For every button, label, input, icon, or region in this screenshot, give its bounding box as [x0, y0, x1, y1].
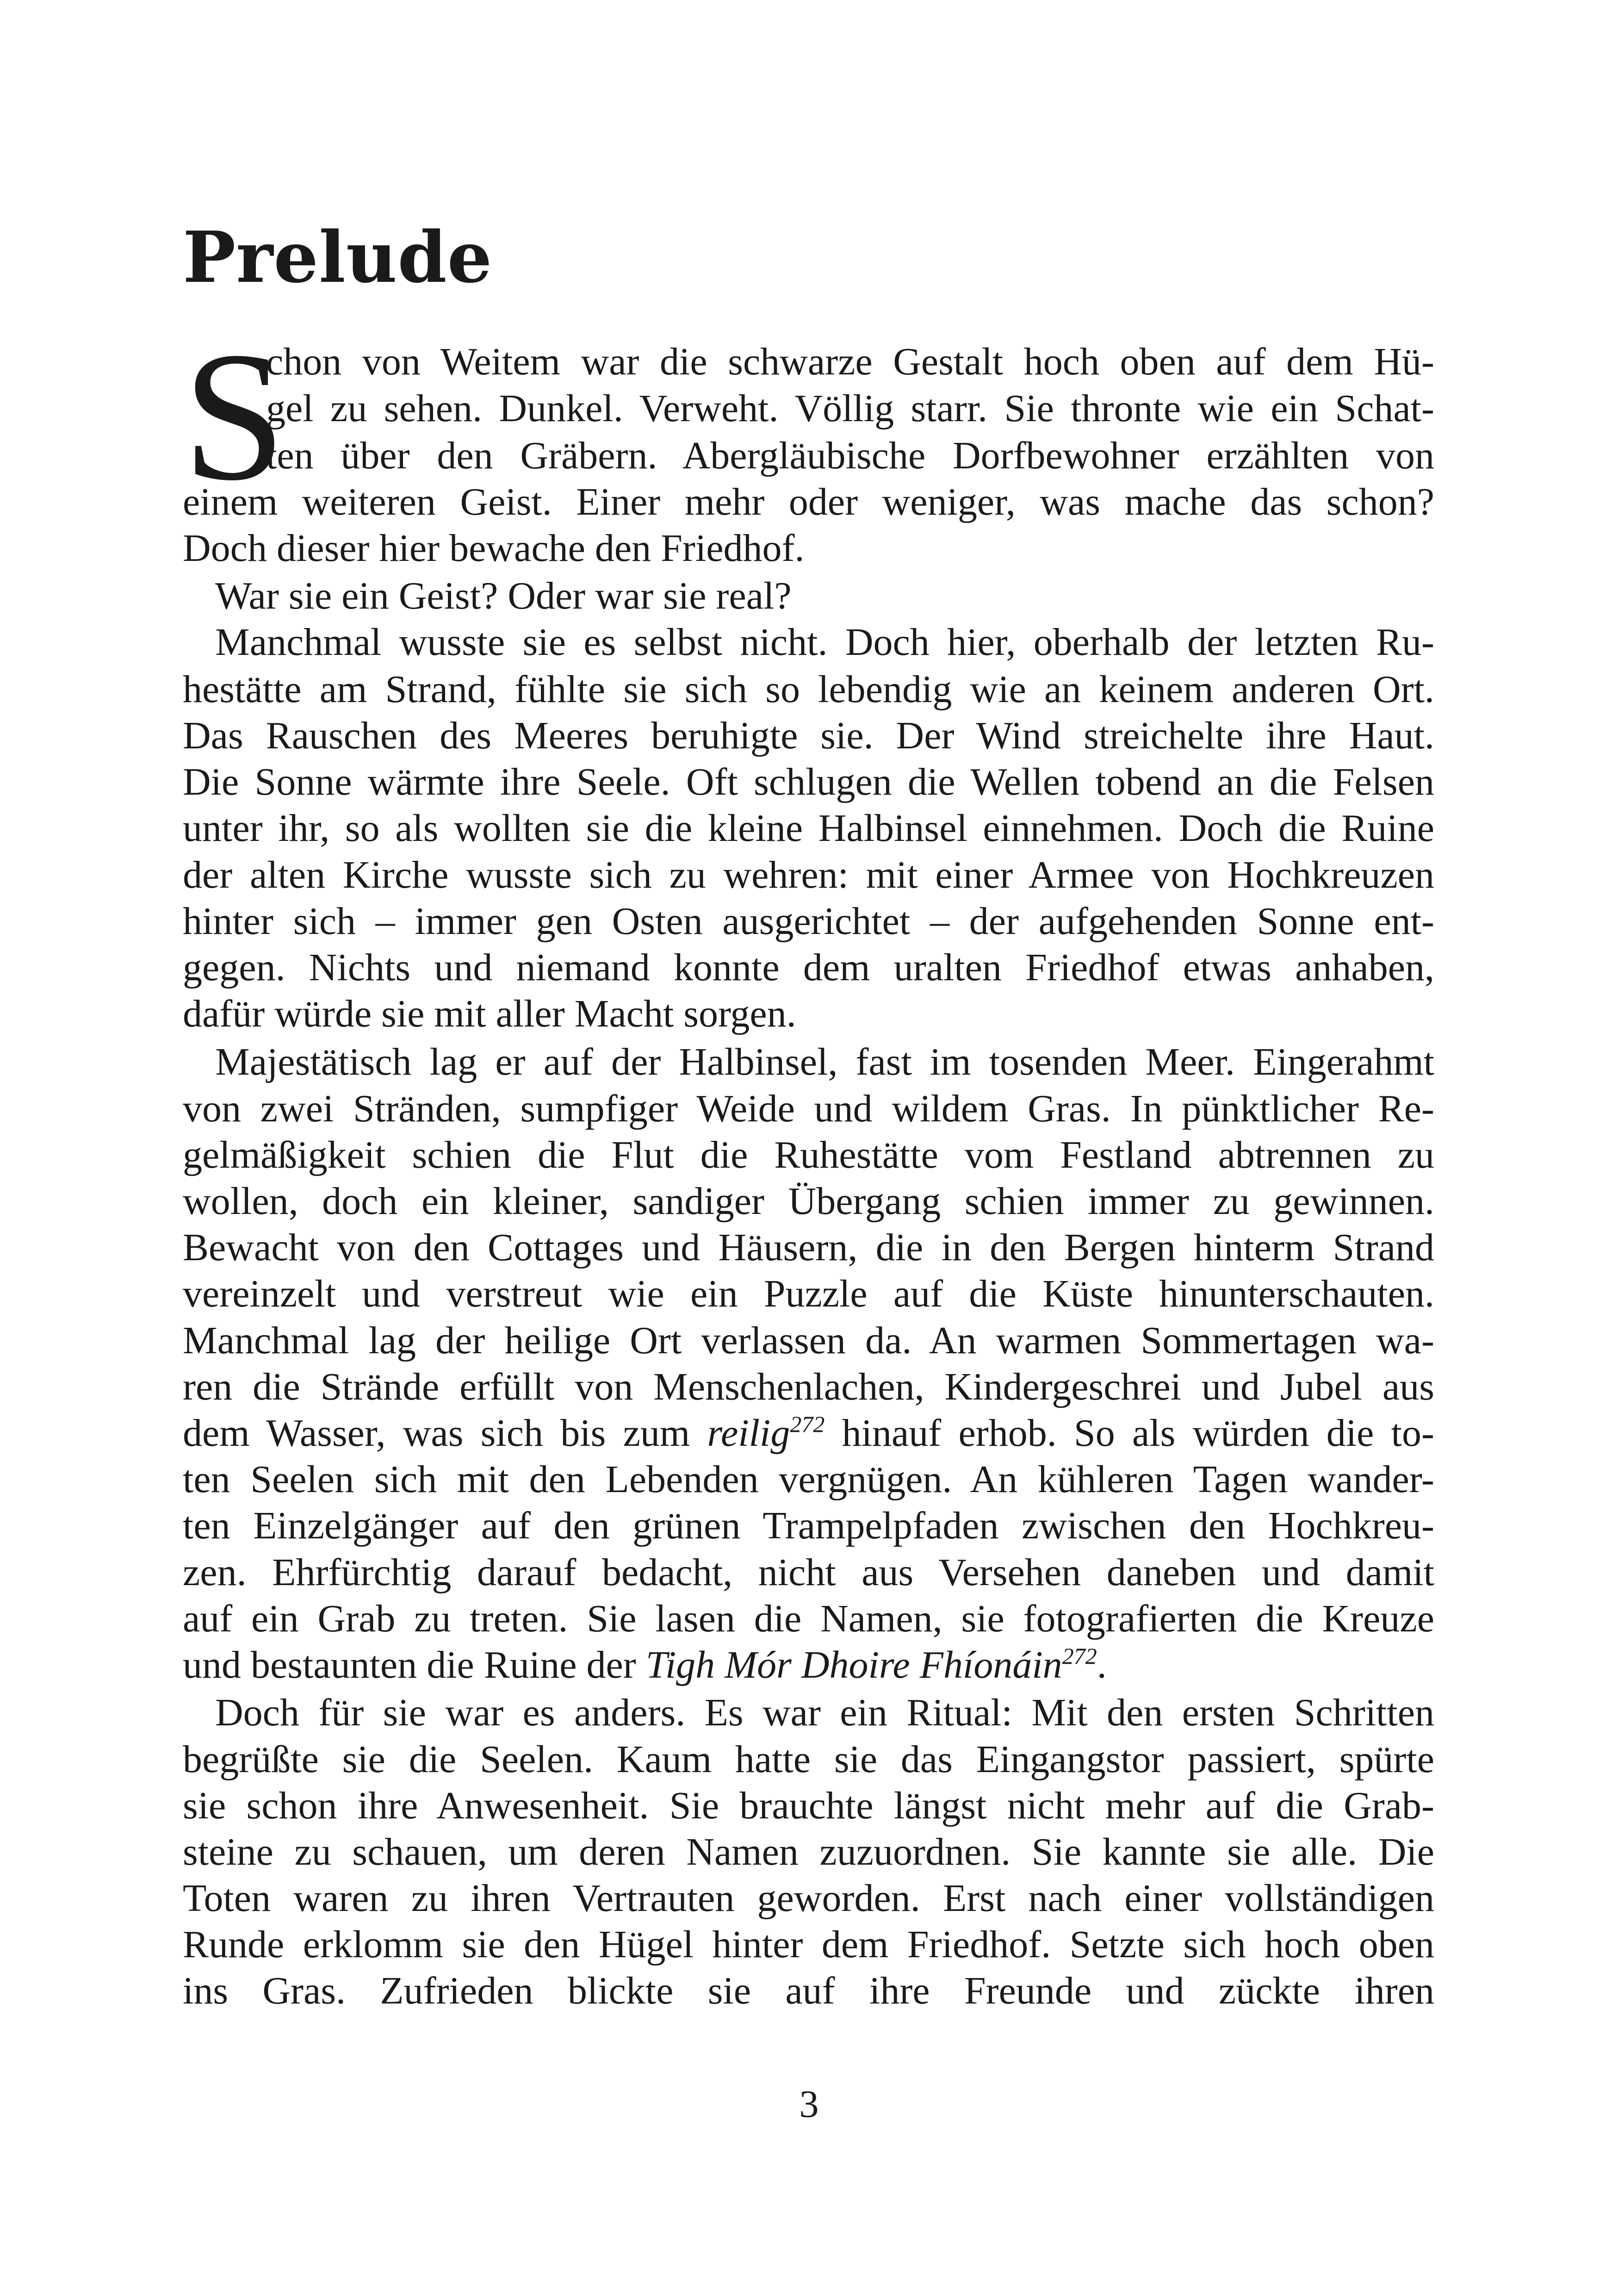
text-line: War sie ein Geist? Oder war sie real? — [215, 574, 792, 617]
text-line: sie schon ihre Anwesenheit. Sie brauchte längst nicht mehr auf die Grab- — [183, 1784, 1434, 1827]
text-line: hinter sich – immer gen Osten ausgerichtet – der aufgehenden Sonne ent- — [183, 900, 1434, 943]
text-line: Runde erklomm sie den Hügel hinter dem Friedhof. Setzte sich hoch oben — [183, 1923, 1434, 1966]
text-segment: hinauf erhob. So als würden die to- — [824, 1412, 1434, 1455]
text-line: ten über den Gräbern. Abergläubische Dorfbewohner erzählten von — [266, 434, 1434, 477]
text-line — [183, 1411, 1434, 1455]
text-line: einem weiteren Geist. Einer mehr oder weniger, was mache das schon? — [183, 480, 1434, 523]
chapter-title: Prelude — [183, 216, 493, 299]
text-line: ten Seelen sich mit den Lebenden vergnügen. An kühleren Tagen wander- — [183, 1458, 1434, 1501]
text-line: auf ein Grab zu treten. Sie lasen die Namen, sie fotografierten die Kreuze — [183, 1597, 1434, 1640]
text-line — [183, 1643, 1107, 1686]
text-line: Die Sonne wärmte ihre Seele. Oft schlugen die Wellen tobend an die Felsen — [183, 760, 1434, 803]
text-line: der alten Kirche wusste sich zu wehren: mit einer Armee von Hochkreuzen — [183, 853, 1434, 896]
page-number: 3 — [799, 2083, 819, 2126]
text-line: ten Einzelgänger auf den grünen Trampelpfaden zwischen den Hochkreu- — [183, 1504, 1434, 1547]
text-segment: dem Wasser, was sich bis zum — [183, 1412, 707, 1455]
text-line: gel zu sehen. Dunkel. Verweht. Völlig starr. Sie thronte wie ein Schat- — [266, 387, 1434, 430]
text-line: Manchmal wusste sie es selbst nicht. Doch hier, oberhalb der letzten Ru- — [215, 621, 1434, 664]
text-line: dafür würde sie mit aller Macht sorgen. — [183, 992, 796, 1035]
footnote-ref: 272 — [790, 1411, 825, 1437]
text-line: vereinzelt und verstreut wie ein Puzzle auf die Küste hinunterschauten. — [183, 1272, 1434, 1315]
footnote-ref: 272 — [1062, 1643, 1097, 1669]
text-line: steine zu schauen, um deren Namen zuzuordnen. Sie kannte sie alle. Die — [183, 1830, 1434, 1873]
text-line: zen. Ehrfürchtig darauf bedacht, nicht aus Versehen daneben und damit — [183, 1551, 1434, 1594]
text-line: ren die Strände erfüllt von Menschenlachen, Kindergeschrei und Jubel aus — [183, 1365, 1434, 1408]
text-line: von zwei Stränden, sumpfiger Weide und wildem Gras. In pünktlicher Re- — [183, 1087, 1434, 1130]
text-line: Bewacht von den Cottages und Häusern, die in den Bergen hinterm Strand — [183, 1226, 1434, 1269]
text-line: gelmäßigkeit schien die Flut die Ruhestätte vom Festland abtrennen zu — [183, 1133, 1434, 1176]
text-line: ins Gras. Zufrieden blickte sie auf ihre Freunde und zückte ihren — [183, 1969, 1434, 2012]
text-line: Manchmal lag der heilige Ort verlassen da. An warmen Sommertagen wa- — [183, 1319, 1434, 1362]
text-segment: und bestaunten die Ruine der — [183, 1643, 646, 1686]
text-line: begrüßte sie die Seelen. Kaum hatte sie das Eingangstor passiert, spürte — [183, 1738, 1434, 1781]
text-line: Doch dieser hier bewache den Friedhof. — [183, 527, 805, 570]
text-line: Das Rauschen des Meeres beruhigte sie. Der Wind streichelte ihre Haut. — [183, 714, 1434, 757]
text-line: Doch für sie war es anders. Es war ein Ritual: Mit den ersten Schritten — [215, 1691, 1434, 1734]
italic-term: Tigh Mór Dhoire Fhíonáin — [645, 1643, 1062, 1686]
text-line: wollen, doch ein kleiner, sandiger Übergang schien immer zu gewinnen. — [183, 1180, 1434, 1223]
text-line: Toten waren zu ihren Vertrauten geworden. Erst nach einer vollständigen — [183, 1877, 1434, 1920]
drop-cap: S — [183, 314, 286, 519]
text-segment: . — [1097, 1643, 1107, 1686]
text-line: hestätte am Strand, fühlte sie sich so lebendig wie an keinem anderen Ort. — [183, 668, 1434, 711]
text-line: gegen. Nichts und niemand konnte dem uralten Friedhof etwas anhaben, — [183, 946, 1434, 989]
text-line: chon von Weitem war die schwarze Gestalt hoch oben auf dem Hü- — [266, 340, 1434, 383]
text-line: unter ihr, so als wollten sie die kleine Halbinsel einnehmen. Doch die Ruine — [183, 807, 1434, 850]
text-line: Majestätisch lag er auf der Halbinsel, fast im tosenden Meer. Eingerahmt — [215, 1040, 1434, 1083]
italic-term: reilig — [707, 1412, 790, 1455]
